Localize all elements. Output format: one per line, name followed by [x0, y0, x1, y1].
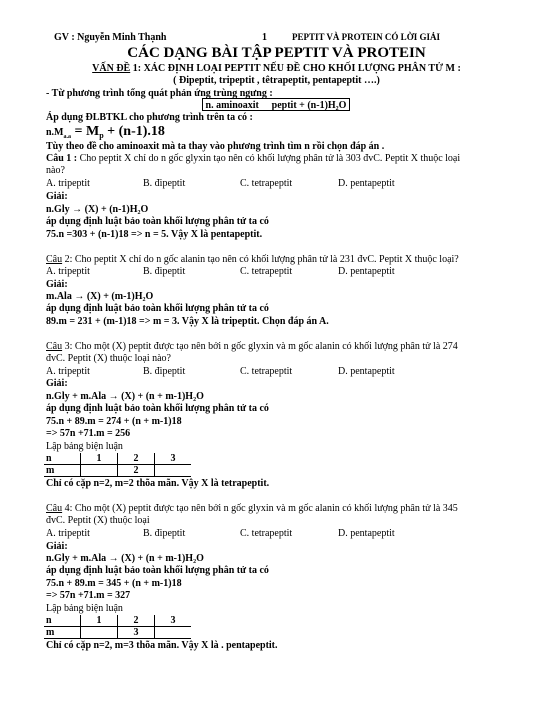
q1-option-d: D. pentapeptit — [338, 178, 395, 189]
q4-option-c: C. tetrapeptit — [240, 528, 293, 539]
q1-solution-3: 75.n =303 + (n-1)18 => n = 5. Vậy X là pentapeptit. — [46, 229, 263, 240]
section-subheading: ( Đipeptit, tripeptit , têtrapeptit, pentapeptit ….) — [173, 75, 380, 86]
q3-text-1: 3: Cho một (X) peptit được tạo nên bởi n gốc glyxin và m gốc alanin có khối lượng phân tử là 274 — [62, 341, 458, 352]
table-cell: 1 — [81, 615, 118, 627]
q1-text-1: Cho peptit X chỉ do n gốc glyxin tạo nên có khối lượng phân tử là 303 đvC. Peptit X thuộc loại — [77, 153, 461, 164]
q3-conclusion: Chỉ có cặp n=2, m=2 thõa mãn. Vậy X là tetrapeptit. — [46, 478, 270, 489]
q4-table — [44, 615, 191, 639]
header-author: GV : Nguyễn Minh Thạnh — [54, 32, 167, 43]
header-page-number: 1 — [262, 32, 267, 43]
q3-table — [44, 453, 191, 477]
intro-line-3: Tùy theo đề cho aminoaxit mà ta thay vào phương trình tìm n rồi chọn đáp án . — [46, 141, 385, 152]
section-label: VẤN ĐỀ — [92, 63, 131, 74]
q4-text-1: 4: Cho một (X) peptit được tạo nên bởi n gốc glyxin và m gốc alanin có khối lượng phân tử là 345 — [62, 503, 458, 514]
q2-option-a: A. tripeptit — [46, 266, 90, 277]
q3-table-caption: Lập bảng biện luận — [46, 441, 123, 452]
q4-text-2: đvC. Peptit (X) thuộc loại — [46, 515, 150, 526]
q4-option-b: B. đipeptit — [143, 528, 186, 539]
q3-solution-label: Giải: — [46, 378, 68, 389]
q4-label: Câu — [46, 503, 63, 514]
table-cell: n — [44, 453, 81, 465]
q1-solution-1: n.Gly → (X) + (n-1)H₂O — [46, 204, 149, 215]
table-row — [44, 465, 191, 477]
q1-solution-2: áp dụng định luật bảo toàn khối lượng phân tử ta có — [46, 216, 269, 227]
table-cell: 2 — [118, 465, 155, 477]
table-row — [44, 627, 191, 639]
table-cell — [155, 465, 192, 477]
q4-table-caption: Lập bảng biện luận — [46, 603, 123, 614]
q3-text — [46, 341, 458, 353]
q4-option-d: D. pentapeptit — [338, 528, 395, 539]
q3-solution-4: => 57n +71.m = 256 — [46, 428, 131, 439]
table-cell — [155, 627, 192, 639]
q2-text — [46, 254, 459, 266]
q1-option-c: C. tetrapeptit — [240, 178, 293, 189]
q4-solution-3: 75.n + 89.m = 345 + (n + m-1)18 — [46, 578, 182, 589]
q4-solution-label: Giải: — [46, 541, 68, 552]
q4-conclusion: Chỉ có cặp n=2, m=3 thõa mãn. Vậy X là . pentapeptit. — [46, 640, 278, 651]
table-cell: n — [44, 615, 81, 627]
q3-option-b: B. đipeptit — [143, 366, 186, 377]
table-cell: m — [44, 465, 81, 477]
table-cell: 2 — [118, 615, 155, 627]
intro-line-2: Áp dụng ĐLBTKL cho phương trình trên ta có : — [46, 112, 253, 123]
q1-label: Câu 1 : — [46, 153, 78, 164]
table-cell — [81, 465, 118, 477]
reaction-box: n. aminoaxit ⃞ peptit + (n-1)H₂O — [202, 98, 350, 111]
q3-solution-2: áp dụng định luật bảo toàn khối lượng phân tử ta có — [46, 403, 269, 414]
q2-text-1: 2: Cho peptit X chỉ do n gốc alanin tạo nên có khối lượng phân tử là 231 đvC. Peptit X thuộc loại? — [62, 254, 459, 265]
q3-option-d: D. pentapeptit — [338, 366, 395, 377]
formula-sub2: p — [99, 131, 104, 140]
q3-label: Câu — [46, 341, 63, 352]
table-cell — [81, 627, 118, 639]
q1-option-a: A. tripeptit — [46, 178, 90, 189]
table-cell: 3 — [155, 615, 192, 627]
formula-sub: a.a — [63, 134, 71, 140]
intro-line-1: - Từ phương trình tổng quát phản ứng trùng ngưng : — [46, 88, 273, 99]
q4-solution-4: => 57n +71.m = 327 — [46, 590, 131, 601]
q3-solution-1: n.Gly + m.Ala → (X) + (n + m-1)H₂O — [46, 391, 204, 402]
table-cell: m — [44, 627, 81, 639]
q4-solution-1: n.Gly + m.Ala → (X) + (n + m-1)H₂O — [46, 553, 204, 564]
q2-label: Câu — [46, 254, 63, 265]
q2-solution-3: 89.m = 231 + (m-1)18 => m = 3. Vậy X là tripeptit. Chọn đáp án A. — [46, 316, 329, 327]
table-cell: 3 — [155, 453, 192, 465]
q4-option-a: A. tripeptit — [46, 528, 90, 539]
table-cell: 1 — [81, 453, 118, 465]
table-row — [44, 453, 191, 465]
q3-solution-3: 75.n + 89.m = 274 + (n + m-1)18 — [46, 416, 182, 427]
q1-solution-label: Giải: — [46, 191, 68, 202]
table-cell: 3 — [118, 627, 155, 639]
q2-option-b: B. đipeptit — [143, 266, 186, 277]
header-topic: PEPTIT VÀ PROTEIN CÓ LỜI GIẢI — [292, 32, 440, 42]
section-heading-text: 1: XÁC ĐỊNH LOẠI PEPTIT NẾU ĐỀ CHO KHỐI LƯỢNG PHÂN TỬ M : — [130, 63, 461, 74]
q2-solution-1: m.Ala → (X) + (m-1)H₂O — [46, 291, 154, 302]
q1-option-b: B. đipeptit — [143, 178, 186, 189]
table-cell: 2 — [118, 453, 155, 465]
q4-text — [46, 503, 458, 515]
q1-text-2: nào? — [46, 165, 65, 176]
q2-solution-label: Giải: — [46, 279, 68, 290]
q3-text-2: đvC. Peptit (X) thuộc loại nào? — [46, 353, 171, 364]
q3-option-a: A. tripeptit — [46, 366, 90, 377]
formula-mid: = M — [71, 124, 100, 139]
document-title: CÁC DẠNG BÀI TẬP PEPTIT VÀ PROTEIN — [127, 45, 426, 61]
q3-option-c: C. tetrapeptit — [240, 366, 293, 377]
q2-option-d: D. pentapeptit — [338, 266, 395, 277]
q2-option-c: C. tetrapeptit — [240, 266, 293, 277]
table-row — [44, 615, 191, 627]
formula-right: + (n-1).18 — [103, 124, 165, 139]
q4-solution-2: áp dụng định luật bảo toàn khối lượng phân tử ta có — [46, 565, 269, 576]
formula-left: n.M — [46, 127, 64, 138]
section-heading — [0, 63, 553, 75]
q1-text — [46, 153, 460, 165]
q2-solution-2: áp dụng định luật bảo toàn khối lượng phân tử ta có — [46, 303, 269, 314]
